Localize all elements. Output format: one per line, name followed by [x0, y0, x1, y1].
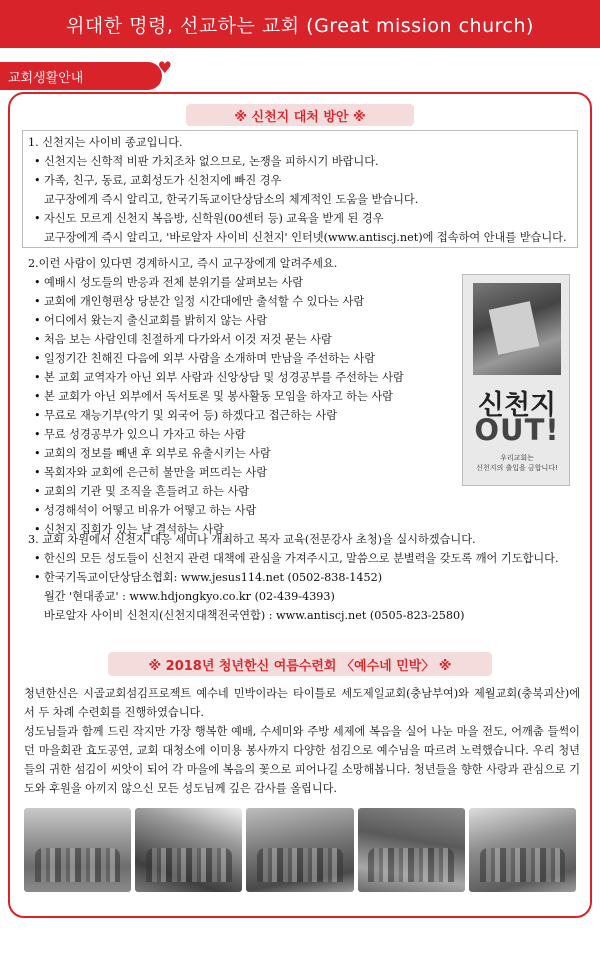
list-text: 본 교회 교역자가 아닌 외부 사람과 신앙상담 및 성경공부를 주선하는 사람 [44, 371, 404, 384]
list-section-2 [28, 254, 404, 539]
banner-title: 위대한 명령, 선교하는 교회 (Great mission church) [66, 14, 534, 37]
section1-title: ※ 신천지 대처 방안 ※ [186, 104, 414, 126]
list-item [28, 152, 567, 171]
list-text: 처음 보는 사람인데 친절하게 다가와서 이것 저것 묻는 사람 [44, 333, 332, 346]
bullet-icon: • [34, 314, 41, 327]
list-heading [28, 133, 567, 152]
list-text: 무료로 재능기부(악기 및 외국어 등) 하겠다고 접근하는 사람 [44, 409, 337, 422]
list-item [28, 273, 404, 292]
retreat-detail-paragraph: 성도님들과 함께 드린 작지만 가장 행복한 예배, 수세미와 주방 세제에 복음을 실어 나눈 마을 전도, 어깨춤 들썩이던 마을회관 효도공연, 교회 대청소에 이미용 봉사까지 다양한 섬김으로 예수님을 따르려 노력했습니다. 우리 청년들의 귀한 섬김이 씨앗이 되어 각 마을에 복음의 꽃으로 피어나길 소망해봅니다. 청년들을 향한 사랑과 관심으로 기도와 후원을 아끼지 않으신 모든 성도님께 깊은 감사를 올립니다. [24, 725, 580, 795]
bullet-icon: • [34, 447, 41, 460]
bullet-icon: • [34, 428, 41, 441]
retreat-photo [246, 808, 353, 892]
list-item [28, 501, 404, 520]
list-item [28, 171, 567, 190]
list-heading [28, 530, 559, 549]
list-text: 무료 성경공부가 있으니 가자고 하는 사람 [44, 428, 246, 441]
list-item [28, 387, 404, 406]
bullet-icon: • [34, 552, 41, 565]
heart-icon: ♥ [157, 58, 172, 77]
bullet-icon: • [34, 371, 41, 384]
list-text: 교회에 개인형편상 당분간 일정 시간대에만 출석할 수 있다는 사람 [44, 295, 365, 308]
list-item-continuation [28, 190, 567, 209]
list-text: 신천지 집회가 있는 날 결석하는 사람 [44, 523, 224, 536]
list-item-continuation [28, 587, 559, 606]
list-text: 1. 신천지는 사이비 종교입니다. [28, 136, 183, 149]
book-cover-image [462, 274, 570, 486]
bullet-icon: • [34, 155, 41, 168]
bullet-icon: • [34, 174, 41, 187]
bullet-icon: • [34, 466, 41, 479]
bullet-icon: • [34, 333, 41, 346]
section-tab [0, 58, 172, 90]
list-text: 교회의 정보를 빼낸 후 외부로 유출시키는 사람 [44, 447, 271, 460]
list-section-3 [28, 530, 559, 625]
bullet-icon: • [34, 295, 41, 308]
list-text: 일정기간 친해진 다음에 외부 사람을 소개하며 만남을 주선하는 사람 [44, 352, 376, 365]
retreat-photo [469, 808, 576, 892]
bullet-icon: • [34, 276, 41, 289]
list-item [28, 209, 567, 228]
list-item [28, 311, 404, 330]
bullet-icon: • [34, 409, 41, 422]
book-out-label: OUT! [474, 413, 560, 447]
list-text: 교구장에게 즉시 알리고, 한국기독교이단상담소의 체계적인 도움을 받습니다. [44, 193, 419, 206]
book-subtitle-line1: 우리교회는 [500, 454, 534, 462]
section-tab-label: 교회생활안내 [8, 70, 84, 86]
section2-title: ※ 2018년 청년한신 여름수련회 〈예수네 민박〉 ※ [108, 652, 492, 676]
list-text: 신천지는 신학적 비판 가치조차 없으므로, 논쟁을 피하시기 바랍니다. [44, 155, 379, 168]
list-text: 목회자와 교회에 은근히 불만을 퍼뜨리는 사람 [44, 466, 268, 479]
list-text: 자신도 모르게 신천지 복음방, 신학원(00센터 등) 교육을 받게 된 경우 [44, 212, 384, 225]
list-item [28, 463, 404, 482]
list-text: 바로알자 사이비 신천지(신천지대책전국연합) : www.antiscj.net (0505-823-2580) [44, 609, 465, 622]
list-text: 본 교회가 아닌 외부에서 독서토론 및 봉사활동 모임을 하자고 하는 사람 [44, 390, 393, 403]
list-item [28, 482, 404, 501]
book-subtitle [463, 453, 570, 473]
list-item-continuation [28, 606, 559, 625]
list-item-continuation [28, 228, 567, 247]
list-section-1 [28, 133, 567, 247]
list-item [28, 425, 404, 444]
book-title: 신천지 [477, 390, 557, 421]
list-text: 어디에서 왔는지 출신교회를 밝히지 않는 사람 [44, 314, 268, 327]
list-text: 한신의 모든 성도들이 신천지 관련 대책에 관심을 가져주시고, 말씀으로 분별력을 갖도록 깨어 기도합니다. [44, 552, 559, 565]
bullet-icon: • [34, 571, 41, 584]
list-item [28, 292, 404, 311]
top-banner [0, 0, 600, 48]
bullet-icon: • [34, 352, 41, 365]
list-item [28, 330, 404, 349]
list-text: 한국기독교이단상담소협회: www.jesus114.net (0502-838-1452) [44, 571, 383, 584]
list-text: 교회의 기관 및 조직을 흔들려고 하는 사람 [44, 485, 250, 498]
retreat-photo [24, 808, 131, 892]
retreat-photo [135, 808, 242, 892]
list-item [28, 444, 404, 463]
list-item [28, 568, 559, 587]
list-text: 3. 교회 차원에서 신천지 대응 세미나 개최하고 목자 교육(전문강사 초청)을 실시하겠습니다. [28, 533, 476, 546]
list-text: 교구장에게 즉시 알리고, '바로알자 사이비 신천지' 인터넷(www.antiscj.net)에 접속하여 안내를 받습니다. [44, 231, 567, 244]
retreat-intro-paragraph: 청년한신은 시골교회섬김프로젝트 예수네 민박이라는 타이틀로 세도제일교회(충남부여)와 제월교회(충북괴산)에서 두 차례 수련회를 진행하였습니다. [24, 687, 580, 719]
bullet-icon: • [34, 523, 41, 536]
list-text: 월간 '현대종교' : www.hdjongkyo.co.kr (02-439-4393) [44, 590, 335, 603]
bullet-icon: • [34, 485, 41, 498]
list-item [28, 368, 404, 387]
list-heading [28, 254, 404, 273]
list-text: 2.이런 사람이 있다면 경계하시고, 즉시 교구장에게 알려주세요. [28, 257, 338, 270]
bullet-icon: • [34, 504, 41, 517]
book-cover-photo [473, 283, 561, 375]
bullet-icon: • [34, 212, 41, 225]
list-text: 성경해석이 어떻고 비유가 어떻고 하는 사람 [44, 504, 257, 517]
list-item [28, 549, 559, 568]
list-text: 가족, 친구, 동료, 교회성도가 신천지에 빠진 경우 [44, 174, 282, 187]
list-text: 예배시 성도들의 반응과 전체 분위기를 살펴보는 사람 [44, 276, 304, 289]
list-item [28, 349, 404, 368]
list-item [28, 406, 404, 425]
retreat-photo [358, 808, 465, 892]
book-subtitle-line2: 신천지의 출입을 금합니다! [476, 464, 558, 472]
bullet-icon: • [34, 390, 41, 403]
photo-strip [24, 808, 576, 892]
